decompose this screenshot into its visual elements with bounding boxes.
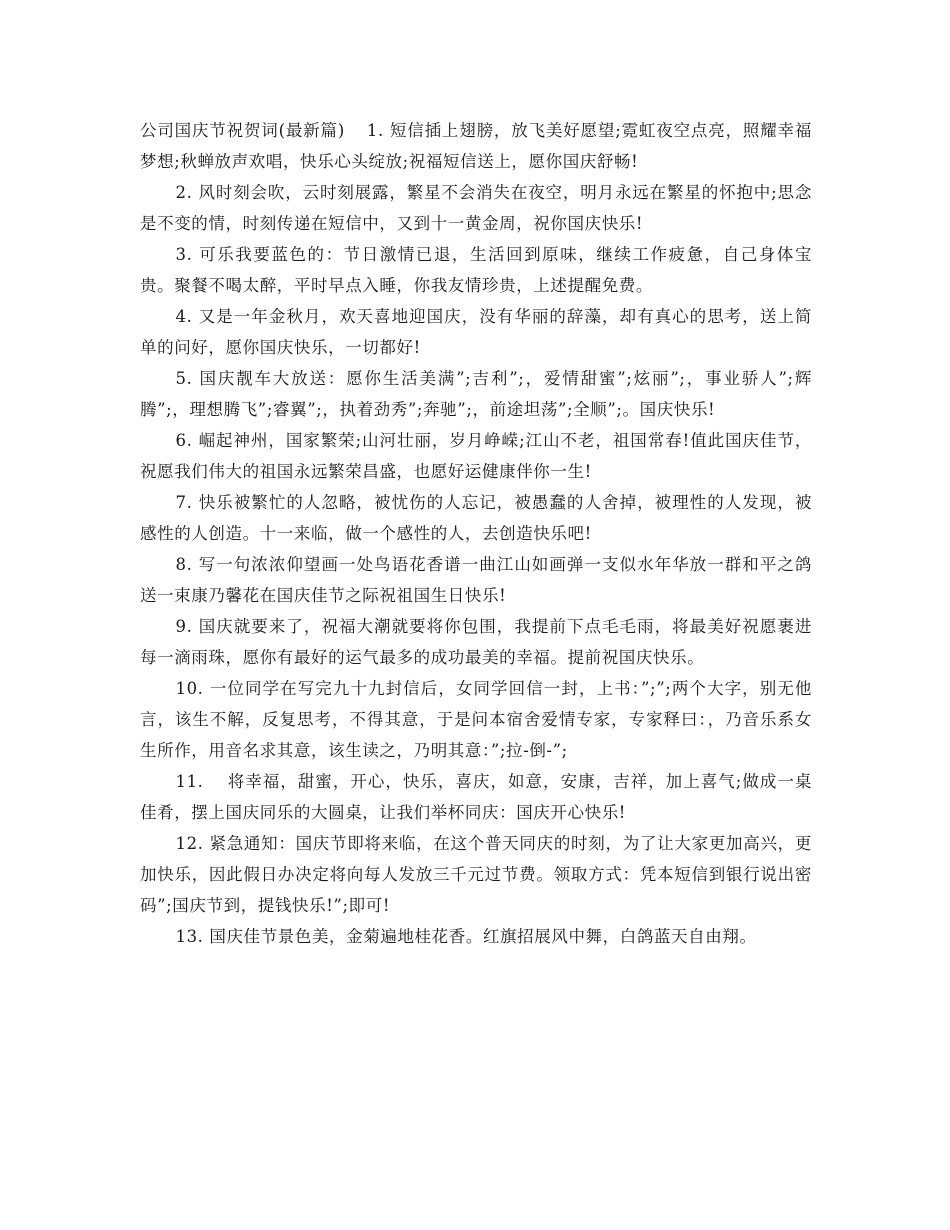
paragraph-10: 10. 一位同学在写完九十九封信后，女同学回信一封，上书：”;”;两个大字，别无他言，该生不解，反复思考，不得其意，于是问本宿舍爱情专家，专家释曰：，乃音乐系女生所作，用音名求其意，该生读之，乃明其意：”;拉-倒-”; [140, 679, 812, 760]
paragraph-11: 11. 将幸福，甜蜜，开心，快乐，喜庆，如意，安康，吉祥，加上喜气;做成一桌佳肴，摆上国庆同乐的大圆桌，让我们举杯同庆：国庆开心快乐! [140, 772, 812, 822]
paragraph-2: 2. 风时刻会吹，云时刻展露，繁星不会消失在夜空，明月永远在繁星的怀抱中;思念是不变的情，时刻传递在短信中，又到十一黄金周，祝你国庆快乐! [140, 183, 812, 233]
paragraph-12: 12. 紧急通知：国庆节即将来临，在这个普天同庆的时刻，为了让大家更加高兴，更加快乐，因此假日办决定将向每人发放三千元过节费。领取方式：凭本短信到银行说出密码”;国庆节到，提钱快乐!”;即可! [140, 834, 812, 915]
paragraph-1: 1. 短信插上翅膀，放飞美好愿望;霓虹夜空点亮，照耀幸福梦想;秋蝉放声欢唱，快乐心头绽放;祝福短信送上，愿你国庆舒畅! [140, 121, 812, 171]
document-title: 公司国庆节祝贺词(最新篇) [140, 121, 345, 140]
paragraph-4: 4. 又是一年金秋月，欢天喜地迎国庆，没有华丽的辞藻，却有真心的思考，送上简单的问好，愿你国庆快乐，一切都好! [140, 307, 812, 357]
paragraph-6: 6. 崛起神州，国家繁荣;山河壮丽，岁月峥嵘;江山不老，祖国常春!值此国庆佳节，祝愿我们伟大的祖国永远繁荣昌盛，也愿好运健康伴你一生! [140, 431, 812, 481]
paragraph-7: 7. 快乐被繁忙的人忽略，被忧伤的人忘记，被愚蠢的人舍掉，被理性的人发现，被感性的人创造。十一来临，做一个感性的人，去创造快乐吧! [140, 493, 812, 543]
paragraph-13: 13. 国庆佳节景色美，金菊遍地桂花香。红旗招展风中舞，白鸽蓝天自由翔。 [175, 927, 757, 946]
paragraph-8: 8. 写一句浓浓仰望画一处鸟语花香谱一曲江山如画弹一支似水年华放一群和平之鸽送一束康乃馨花在国庆佳节之际祝祖国生日快乐! [140, 555, 812, 605]
paragraph-3: 3. 可乐我要蓝色的：节日激情已退，生活回到原味，继续工作疲惫，自己身体宝贵。聚餐不喝太醉，平时早点入睡，你我友情珍贵，上述提醒免费。 [140, 245, 812, 295]
paragraph-9: 9. 国庆就要来了，祝福大潮就要将你包围，我提前下点毛毛雨，将最美好祝愿裹进每一滴雨珠，愿你有最好的运气最多的成功最美的幸福。提前祝国庆快乐。 [140, 617, 812, 667]
paragraph-5: 5. 国庆靓车大放送：愿你生活美满”;吉利”;，爱情甜蜜”;炫丽”;，事业骄人”;辉腾”;，理想腾飞”;睿翼”;，执着劲秀”;奔驰”;，前途坦荡”;全顺”;。国庆快乐! [140, 369, 812, 419]
title-paragraph [140, 115, 812, 177]
document-body [140, 115, 812, 952]
